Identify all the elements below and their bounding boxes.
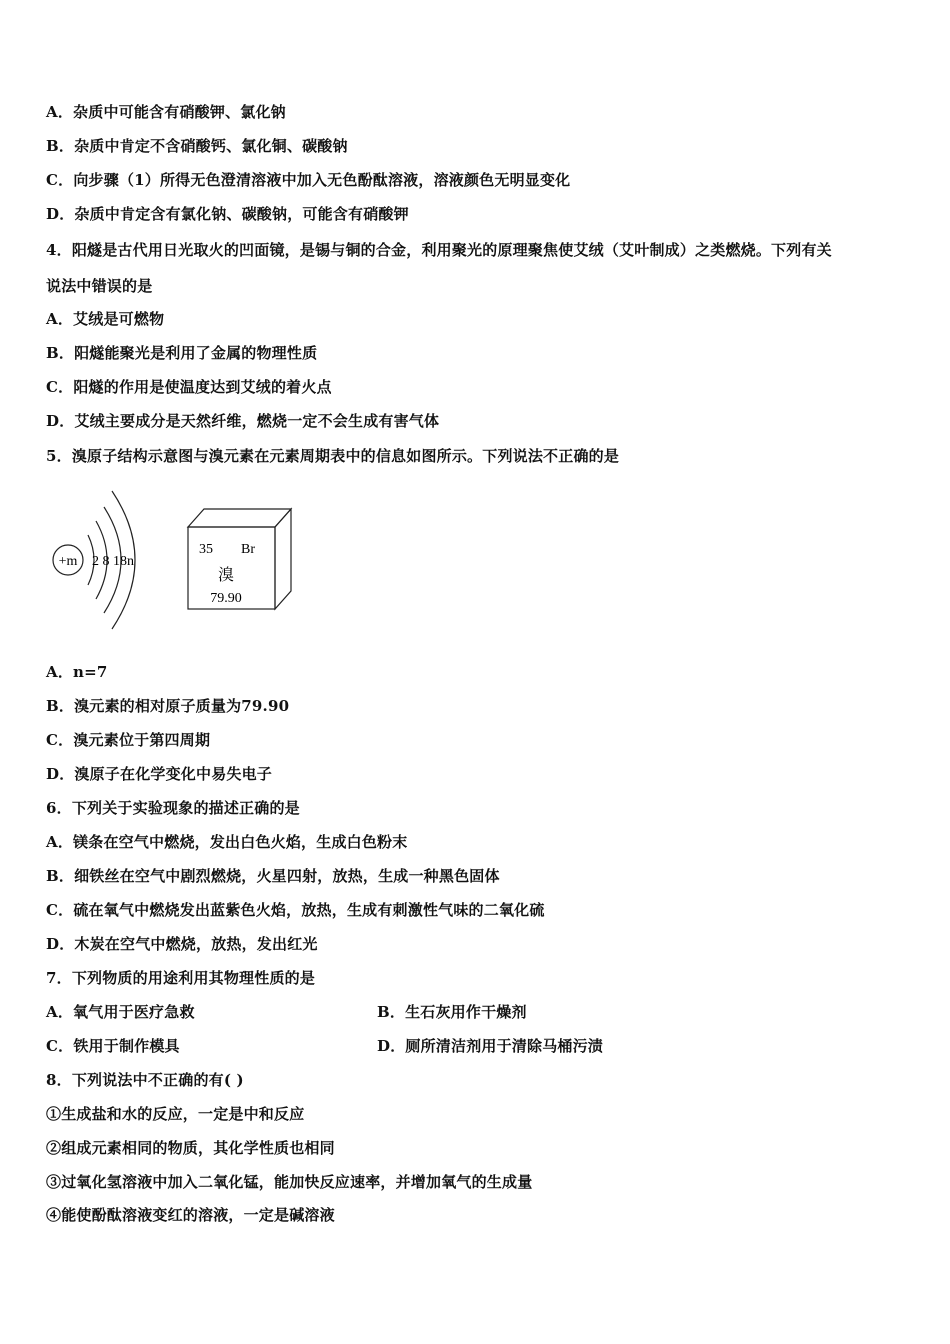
cube-side-face [275, 509, 291, 609]
q5-stem: 5．溴原子结构示意图与溴元素在元素周期表中的信息如图所示。下列说法不正确的是 [46, 447, 620, 465]
q7-stem: 7．下列物质的用途利用其物理性质的是 [46, 969, 316, 987]
q7-option-a: A．氧气用于医疗急救 [46, 1003, 195, 1021]
q5-option-d: D．溴原子在化学变化中易失电子 [46, 765, 273, 783]
q4-option-d: D．艾绒主要成分是天然纤维，燃烧一定不会生成有害气体 [46, 412, 440, 430]
bromine-figure [40, 485, 310, 635]
q5-option-b: B．溴元素的相对原子质量为79.90 [46, 697, 290, 715]
q6-option-c: C．硫在氧气中燃烧发出蓝紫色火焰，放热，生成有刺激性气味的二氧化硫 [46, 901, 545, 919]
q5-option-a: A．n=7 [46, 663, 108, 681]
q6-option-a: A．镁条在空气中燃烧，发出白色火焰，生成白色粉末 [46, 833, 408, 851]
q8-item-2: ②组成元素相同的物质，其化学性质也相同 [46, 1139, 335, 1157]
cube-top-face [188, 509, 291, 527]
q7-option-b: B．生石灰用作干燥剂 [377, 1003, 527, 1021]
q4-stem: 4．阳燧是古代用日光取火的凹面镜，是锡与铜的合金，利用聚光的原理聚焦使艾绒（艾叶制成）之类燃烧。下列有关 [46, 241, 832, 259]
q3-option-a: A．杂质中可能含有硝酸钾、氯化钠 [46, 103, 286, 121]
q6-stem: 6．下列关于实验现象的描述正确的是 [46, 799, 300, 817]
element-symbol: Br [241, 542, 255, 557]
q8-item-4: ④能使酚酞溶液变红的溶液，一定是碱溶液 [46, 1206, 335, 1224]
q3-option-d: D．杂质中肯定含有氯化钠、碳酸钠，可能含有硝酸钾 [46, 205, 409, 223]
q8-item-1: ①生成盐和水的反应，一定是中和反应 [46, 1105, 305, 1123]
q8-item-3: ③过氧化氢溶液中加入二氧化锰，能加快反应速率，并增加氧气的生成量 [46, 1173, 533, 1191]
q4-stem-cont: 说法中错误的是 [46, 277, 153, 295]
q3-option-b: B．杂质中肯定不含硝酸钙、氯化铜、碳酸钠 [46, 137, 348, 155]
q4-option-b: B．阳燧能聚光是利用了金属的物理性质 [46, 344, 318, 362]
electron-counts: 2 8 18n [92, 554, 134, 569]
atomic-mass: 79.90 [210, 591, 242, 606]
q3-option-c: C．向步骤（1）所得无色澄清溶液中加入无色酚酞溶液，溶液颜色无明显变化 [46, 171, 571, 189]
q5-option-c: C．溴元素位于第四周期 [46, 731, 211, 749]
element-name: 溴 [217, 567, 235, 584]
q7-option-c: C．铁用于制作模具 [46, 1037, 180, 1055]
q6-option-b: B．细铁丝在空气中剧烈燃烧，火星四射，放热，生成一种黑色固体 [46, 867, 500, 885]
q8-stem: 8．下列说法中不正确的有( ) [46, 1071, 244, 1089]
bromine-diagram [40, 485, 310, 635]
q7-option-d: D．厕所清洁剂用于清除马桶污渍 [377, 1037, 604, 1055]
atomic-number: 35 [199, 542, 213, 557]
atom-structure-diagram [53, 491, 135, 629]
nucleus-charge: +m [58, 554, 78, 569]
q4-option-a: A．艾绒是可燃物 [46, 310, 165, 328]
q4-option-c: C．阳燧的作用是使温度达到艾绒的着火点 [46, 378, 332, 396]
periodic-table-cell [188, 509, 291, 609]
q6-option-d: D．木炭在空气中燃烧，放热，发出红光 [46, 935, 318, 953]
